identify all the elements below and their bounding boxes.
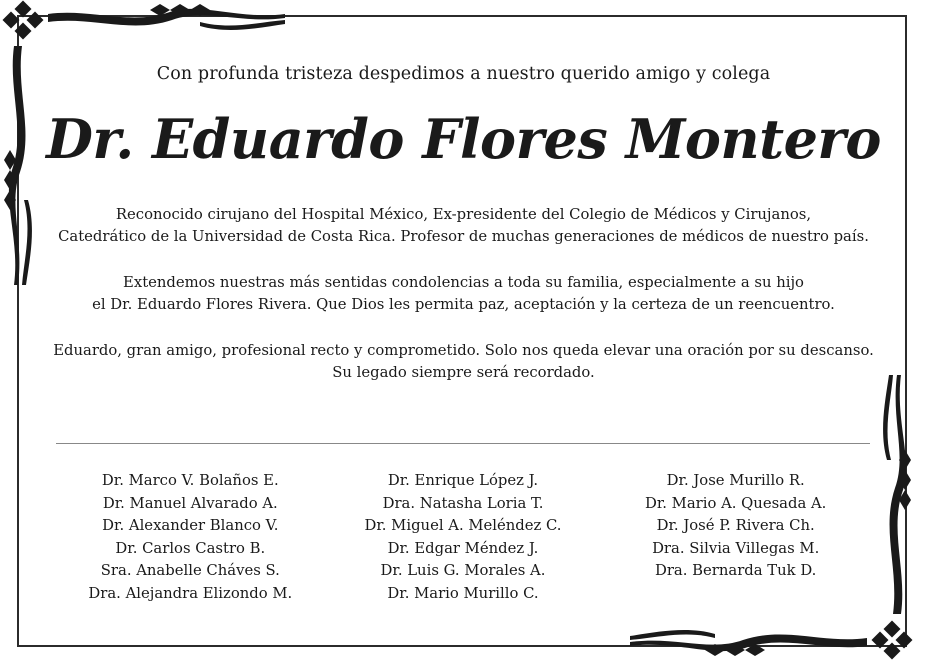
deceased-name: Dr. Eduardo Flores Montero [46,107,881,171]
signatory-name: Dra. Alejandra Elizondo M. [88,584,293,602]
paragraph-line: Reconocido cirujano del Hospital México, Ex-presidente del Colegio de Médicos y Cirujanos, [115,206,812,224]
paragraph-line: Su legado siempre será recordado. [332,364,595,382]
signatory-name: Sra. Anabelle Cháves S. [100,562,280,579]
signatory-name: Dr. Luis G. Morales A. [380,562,546,579]
signatory-name: Dr. Jose Murillo R. [666,472,805,489]
obituary-body [40,56,887,384]
paragraph-line: Catedrático de la Universidad de Costa Rica. Profesor de muchas generaciones de médicos de nuestro país. [58,228,869,246]
signatory-name: Dr. Alexander Blanco V. [102,517,279,534]
signatory-name: Dra. Silvia Villegas M. [652,539,820,557]
signatory-column-2 [329,470,598,605]
signatory-name: Dr. Enrique López J. [387,472,539,489]
signatory-column-1 [56,470,325,605]
paragraph-line: Extendemos nuestras más sentidas condolencias a toda su familia, especialmente a su hijo [123,274,804,292]
signatory-name: Dra. Natasha Loria T. [382,494,544,512]
signatory-name: Dr. Carlos Castro B. [115,539,266,557]
signatories [56,470,870,605]
signatory-name: Dr. José P. Rivera Ch. [656,517,815,534]
signatory-name: Dra. Bernarda Tuk D. [654,562,817,579]
signatory-name: Dr. Edgar Méndez J. [387,539,539,557]
paragraph-farewell [40,340,887,384]
intro-line: Con profunda tristeza despedimos a nuestro querido amigo y colega [156,64,771,84]
signatory-name: Dr. Manuel Alvarado A. [102,494,278,512]
signatory-name: Dr. Mario A. Quesada A. [644,494,827,512]
signatory-name: Dr. Mario Murillo C. [387,584,539,602]
paragraph-condolences [40,272,887,316]
signatory-name: Dr. Miguel A. Meléndez C. [364,517,562,534]
paragraph-line: el Dr. Eduardo Flores Rivera. Que Dios les permita paz, aceptación y la certeza de un reencuentro. [92,296,835,314]
signatory-name: Dr. Marco V. Bolaños E. [101,472,279,489]
paragraph-career [40,204,887,248]
divider-line [56,443,870,444]
signatory-column-3 [601,470,870,605]
paragraph-line: Eduardo, gran amigo, profesional recto y comprometido. Solo nos queda elevar una oración por su descanso. [53,342,874,360]
